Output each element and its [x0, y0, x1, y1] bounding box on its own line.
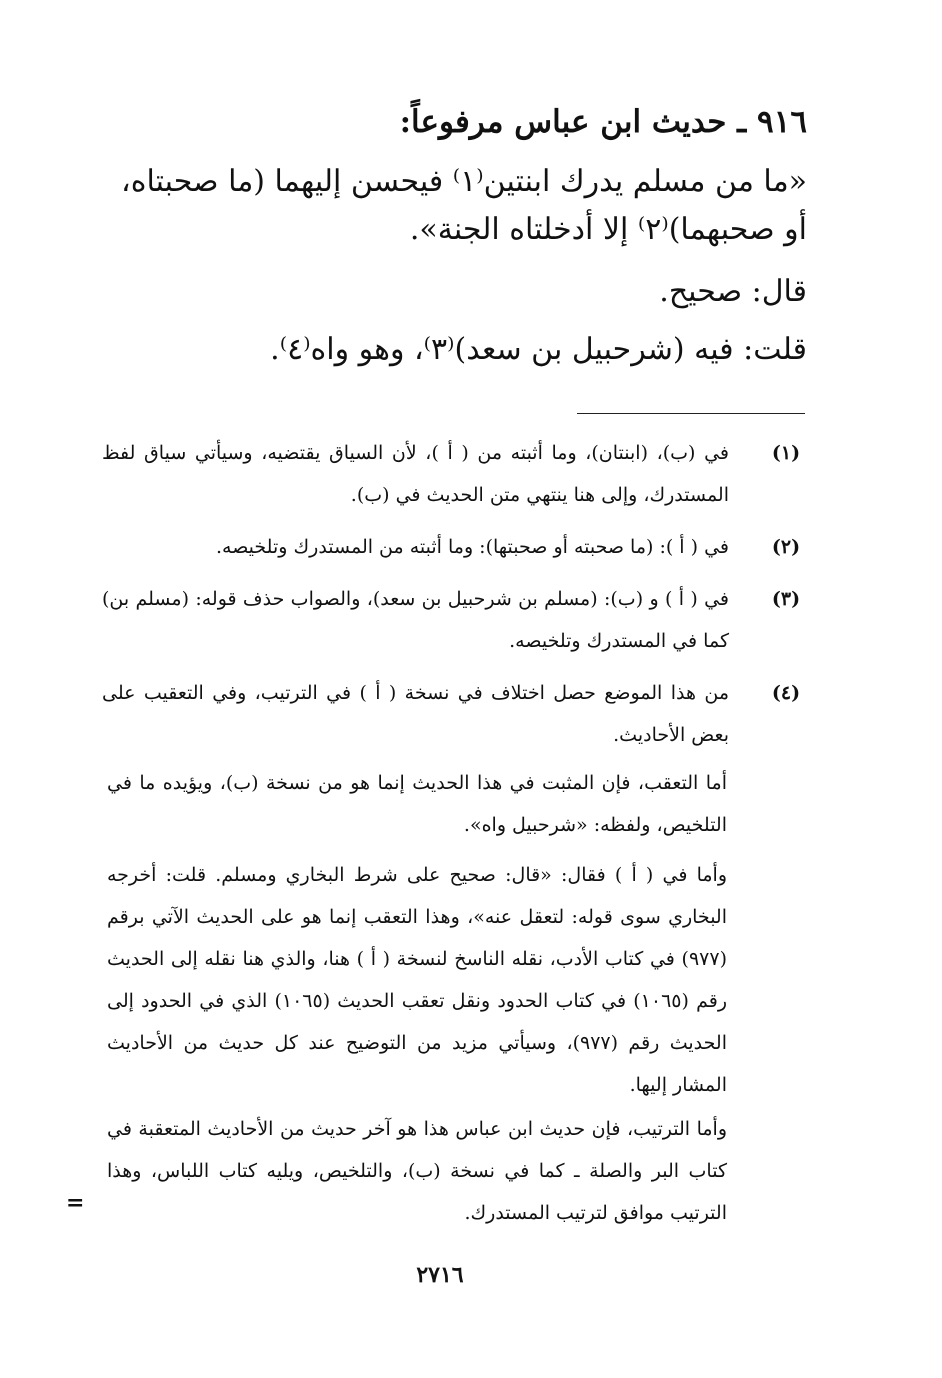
footnote-number: (٣): [771, 588, 801, 610]
hadith-title: ٩١٦ ـ حديث ابن عباس مرفوعاً:: [399, 104, 807, 140]
footnote-3: [102, 578, 807, 662]
hadith-text-line-1: «ما من مسلم يدرك ابنتين⁽١⁾ فيحسن إليهما (ما صحبتاه،: [121, 164, 807, 199]
footnote-number: (٢): [771, 536, 801, 558]
footnote-1: [102, 432, 807, 516]
footnote-2: [102, 526, 807, 568]
grading-statement: قال: صحيح.: [659, 274, 807, 309]
footnote-text: من هذا الموضع حصل اختلاف في نسخة ( أ ) في الترتيب، وفي التعقيب على بعض الأحاديث.: [102, 682, 729, 746]
footnote-4-paragraph-3: وأما الترتيب، فإن حديث ابن عباس هذا هو آخر حديث من الأحاديث المتعقبة في كتاب البر والصلة ـ كما في نسخة (ب)، والتلخيص، ويليه كتاب اللباس، وهذا الترتيب موافق لترتيب المستدرك.: [107, 1118, 727, 1224]
page-number: ٢٧١٦: [416, 1262, 464, 1288]
hadith-text-line-2: أو صحبهما)⁽٢⁾ إلا أدخلتاه الجنة».: [409, 212, 807, 247]
footnote-divider: [577, 413, 805, 414]
footnote-text: في ( أ ) و (ب): (مسلم بن شرحبيل بن سعد)، والصواب حذف قوله: (مسلم بن) كما في المستدرك وتلخيصه.: [102, 588, 729, 652]
footnote-4-paragraph-2: وأما في ( أ ) فقال: «قال: صحيح على شرط البخاري ومسلم. قلت: أخرجه البخاري سوى قوله: لتعقل عنه»، وهذا التعقب إنما هو على الحديث الآتي برقم (٩٧٧) في كتاب الأدب، نقله الناسخ لنسخة ( أ ) هنا، والذي هنا نقله إلى الحديث رقم (١٠٦٥) في كتاب الحدود ونقل تعقب الحديث (١٠٦٥) الذي في الحدود إلى الحديث رقم (٩٧٧)، وسيأتي مزيد من التوضيح عند كل حديث من الأحاديث المشار إليها.: [107, 864, 727, 1096]
footnote-text: في ( أ ): (ما صحبته أو صحبتها): وما أثبته من المستدرك وتلخيصه.: [215, 536, 729, 558]
footnote-number: (١): [771, 442, 801, 464]
footnote-number: (٤): [771, 682, 801, 704]
footnote-4: [102, 672, 807, 756]
footnote-4-paragraph-1: أما التعقب، فإن المثبت في هذا الحديث إنما هو من نسخة (ب)، ويؤيده ما في التلخيص، ولفظه: «شرحبيل واه».: [107, 772, 727, 836]
footnote-text: في (ب)، (ابنتان)، وما أثبته من ( أ )، لأن السياق يقتضيه، وسيأتي سياق لفظ المستدرك، وإلى هنا ينتهي متن الحديث في (ب).: [102, 442, 729, 506]
continuation-mark: =: [66, 1190, 85, 1216]
commentary-statement: قلت: فيه (شرحبيل بن سعد)⁽٣⁾، وهو واه⁽٤⁾.: [270, 332, 807, 367]
